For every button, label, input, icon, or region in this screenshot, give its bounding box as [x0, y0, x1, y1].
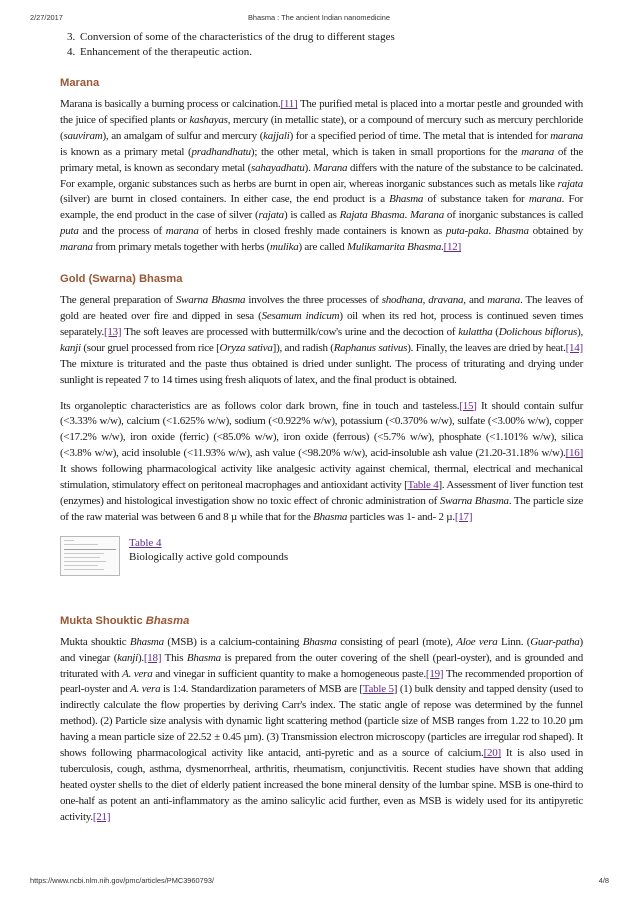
thumb-line — [64, 565, 98, 566]
ref-link-17[interactable]: [17] — [454, 510, 473, 523]
page-number: 4/8 — [598, 876, 609, 885]
table-5-link[interactable]: Table 5 — [362, 683, 394, 696]
thumb-line — [64, 553, 104, 554]
table-4-link[interactable]: Table 4 — [407, 479, 439, 492]
print-date: 2/27/2017 — [30, 13, 63, 22]
table-4-caption-link[interactable]: Table 4 — [129, 536, 162, 549]
ref-link-16[interactable]: [16] — [565, 447, 583, 460]
page-url: https://www.ncbi.nlm.nih.gov/pmc/articles/PMC3960793/ — [30, 876, 215, 885]
section-heading-marana: Marana — [60, 77, 100, 89]
section-heading-gold: Gold (Swarna) Bhasma — [60, 273, 183, 286]
marana-paragraph: Marana is basically a burning process or calcination.[11] The purified metal is placed into a mortar pestle and grounded with the juice of specified plants or kashayas, mercury (in metallic state), or a compound of mercury such as mercury perchloride (sauviram), an amalgam of sulfur and mercury (kajjali) for a specified period of time. The metal that is intended for marana is known as a primary metal (pradhandhatu); the other metal, which is taken in small proportions for the marana of the primary metal, is known as secondary metal (sahayadhatu). Marana differs with the nature of the substance to be calcinated. For example, organic substances such as herbs are burnt in open air, whereas inorganic substances such as metals like rajata (silver) are burnt in closed containers. In either case, the end product is a Bhasma of substance taken for marana. For example, the end product in the case of silver (rajata) is called as Rajata Bhasma. Marana of inorganic substances is called puta and the process of marana of herbs in closed freshly made containers is known as puta-paka. Bhasma obtained by marana from primary metals together with herbs (mulika) are called Mulikamarita Bhasma.[12] — [60, 98, 584, 254]
ref-link-21[interactable]: [21] — [92, 810, 111, 823]
thumb-line — [64, 540, 74, 541]
page-header-title: Bhasma : The ancient Indian nanomedicine — [247, 13, 391, 22]
ref-link-14[interactable]: [14] — [565, 341, 583, 354]
ref-link-13[interactable]: [13] — [103, 325, 122, 338]
thumb-line — [64, 544, 98, 545]
table-caption: Biologically active gold compounds — [129, 550, 289, 563]
ref-link-15[interactable]: [15] — [459, 399, 477, 412]
table-thumbnail-figure — [60, 536, 583, 590]
thumb-line — [64, 557, 100, 558]
gold-paragraph-2: Its organoleptic characteristics are as follows color dark brown, fine in touch and tasteless.[15] It should contain sulfur (<3.33% w/w), calcium (<1.625% w/w), sodium (<0.922% w/w), potassium (<0.370% w/w), sulfate (<3.00% w/w), copper (<17.2% w/w), iron oxide (ferric) (<85.0% w/w), iron oxide (ferrous) (<5.7% w/w), phosphate (<1.101% w/w), silica (<3.8% w/w), acid insoluble (<11.93% w/w), ash value (<98.20% w/w), acid-insoluble ash value (21.20-31.18% w/w).[16] It shows following pharmacological activity like analgesic activity against chemical, thermal, electrical and mechanical stimulation, stimulatory effect on peritoneal macrophages and antioxidant activity [Table 4]. Assessment of liver function test (enzymes) and histological investigation show no toxic effect of chronic administration of Swarna Bhasma. The particle size of the raw material was between 6 and 8 µ while that for the Bhasma particles was 1- and- 2 µ.[17] — [60, 399, 584, 523]
table-caption-block — [129, 536, 288, 564]
thumb-line — [64, 561, 106, 562]
mukta-paragraph: Mukta shouktic Bhasma (MSB) is a calcium-containing Bhasma consisting of pearl (mote), Aloe vera Linn. (Guar-patha) and vinegar (kanji).[18] This Bhasma is prepared from the outer covering of the shell (pearl-oyster), and is grounded and triturated with A. vera and vinegar in sufficient quantity to make a homogeneous paste.[19] The recommended proportion of pearl-oyster and A. vera is 1:4. Standardization parameters of MSB are [Table 5] (1) bulk density and tapped density (used to indirectly calculate the flow properties by deriving Carr's index. The static angle of repose was determined by the funnel method). (2) Particle size analysis with dynamic light scattering method (particle size of MSB ranges from 1.22 to 10.20 µm having a mean particle size of 22.52 ± 0.45 µm). (3) Transmission electron microscopy (particles are irregular rod shaped). It shows following pharmacological activity like antacid, anti-pyretic and as a source of calcium.[20] It is also used in tuberculosis, cough, asthma, dysmenorrheal, arthritis, rheumatism, conjunctivitis. Recent studies have shown that adding heated oyster shells to the diet of elderly patient increased the bone mineral density of the lumbar spine. MSB is one-third to one-half as potent an anti-inflammatory as the amino salicylic acid further, even as MSB is widely used for its antipyretic activity.[21] — [60, 635, 584, 823]
ref-link-19[interactable]: [19] — [425, 667, 444, 680]
gold-paragraph-1: The general preparation of Swarna Bhasma involves the three processes of shodhana, dravana, and marana. The leaves of gold are heated over fire and dipped in sesa (Sesamum indicum) oil when its red hot, process is continued seven times separately.[13] The soft leaves are processed with buttermilk/cow's urine and the decoction of kulattha (Dolichous biflorus), kanji (sour gruel processed from rice [Oryza sativa]), and radish (Raphanus sativus). Finally, the leaves are dried by heat.[14] The mixture is triturated and the paste thus obtained is dried under sunlight. The process of triturating and drying under sunlight is repeated 7 to 14 times using fresh aliquots of latex, and the final product is obtained. — [60, 294, 584, 386]
thumb-line — [64, 569, 104, 570]
article-content — [60, 30, 583, 826]
numbered-list — [60, 30, 583, 60]
section-heading-mukta — [60, 614, 583, 628]
page-header — [0, 13, 638, 25]
list-item: 3. Conversion of some of the characteristics of the drug to different stages — [78, 30, 583, 45]
ref-link-12[interactable]: [12] — [443, 241, 461, 254]
list-item: 4. Enhancement of the therapeutic action. — [78, 45, 583, 60]
heading-text: Mukta Shouktic — [60, 614, 146, 627]
thumb-rule — [64, 549, 116, 550]
heading-text-italic: Bhasma — [145, 614, 190, 627]
ref-link-11[interactable]: [11] — [280, 98, 298, 110]
table-thumbnail[interactable] — [60, 536, 120, 576]
page-footer — [0, 876, 638, 888]
ref-link-20[interactable]: [20] — [483, 747, 501, 760]
ref-link-18[interactable]: [18] — [143, 651, 162, 664]
